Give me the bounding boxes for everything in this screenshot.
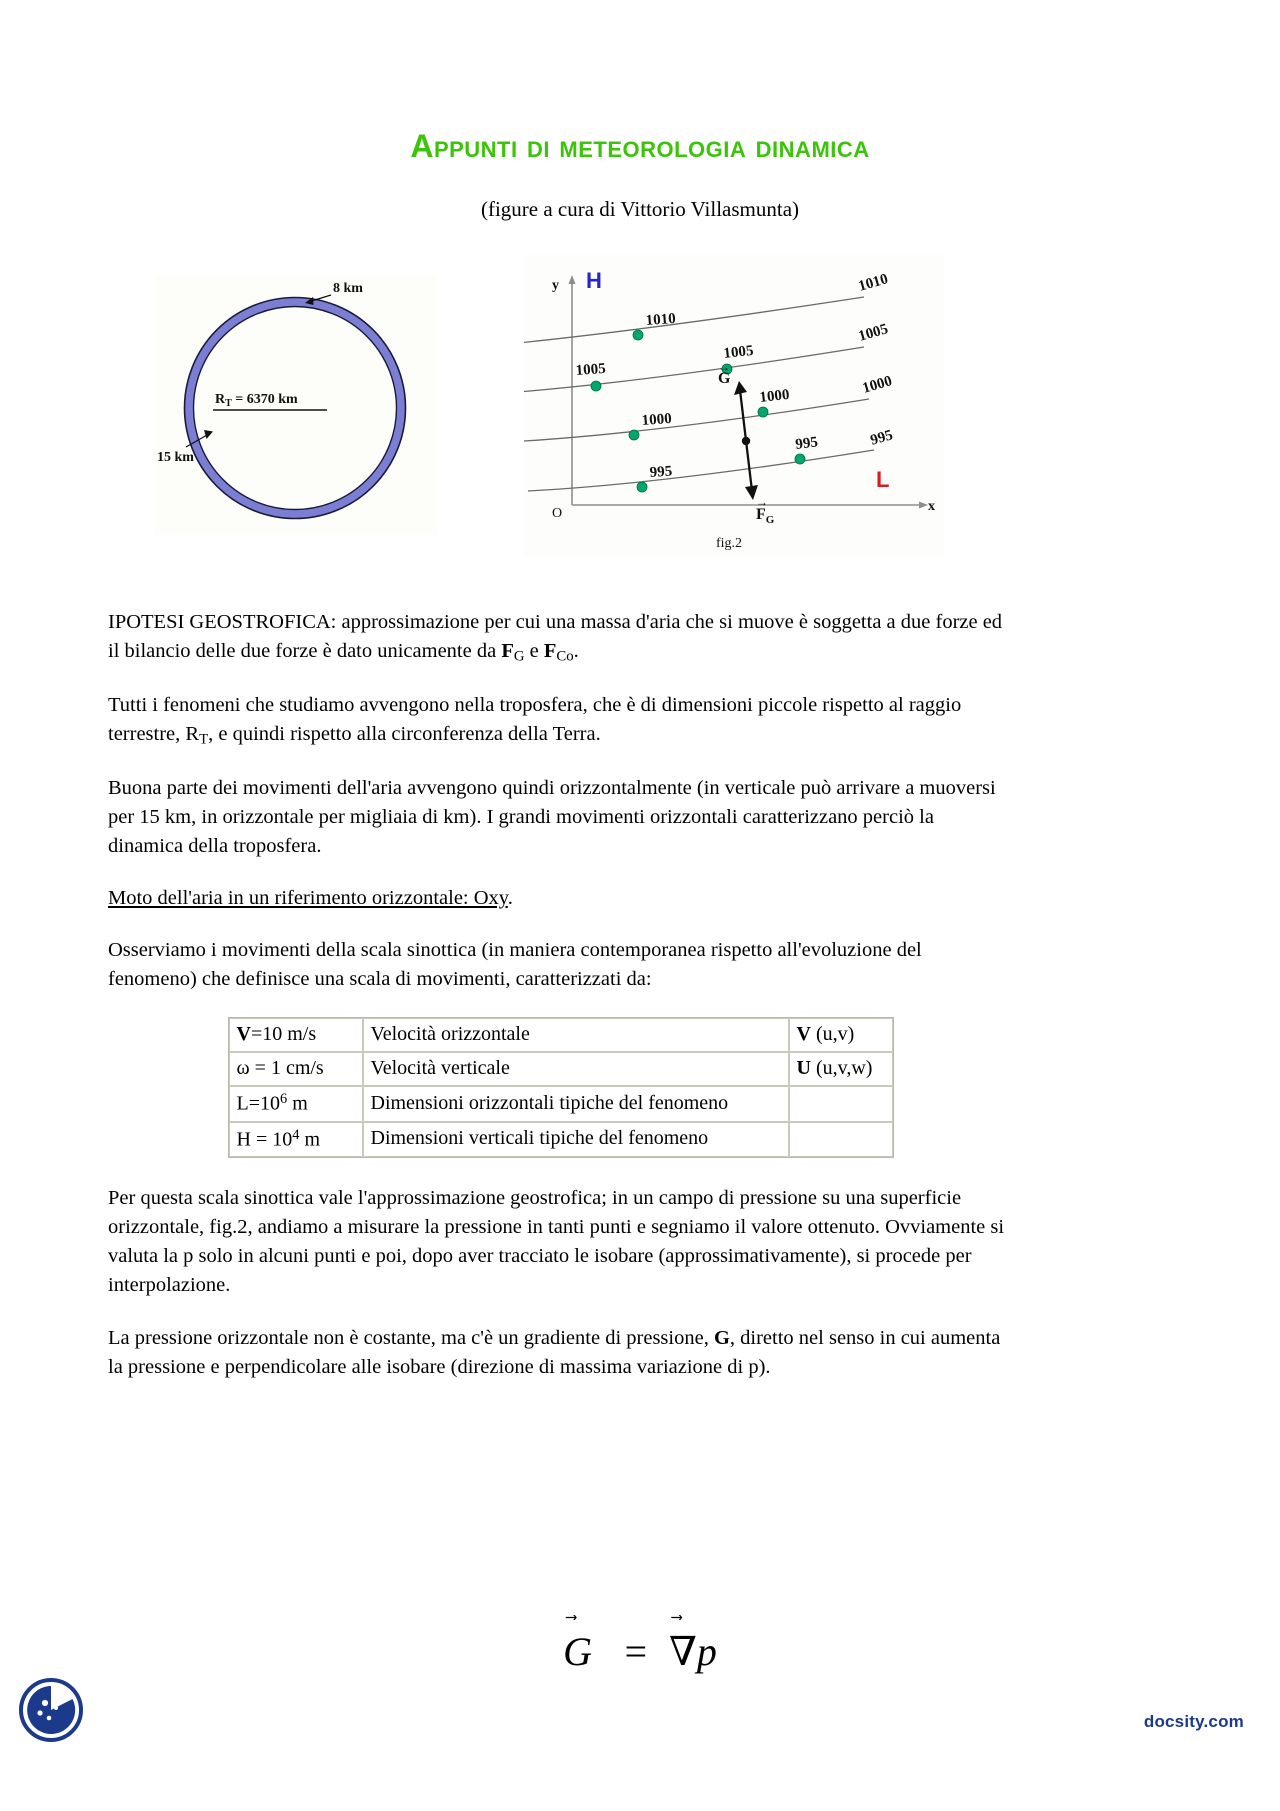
svg-text:995: 995 <box>794 434 819 453</box>
table-cell-description: Dimensioni orizzontali tipiche del fenomeno <box>363 1086 789 1121</box>
p2-rt-sub: T <box>199 731 209 748</box>
paragraph-troposfera <box>108 691 1013 751</box>
table-row <box>229 1018 893 1052</box>
svg-text:995: 995 <box>649 463 673 481</box>
page-title: Appunti di meteorologia dinamica <box>410 128 870 164</box>
svg-text:RT = 6370 km: $R_T = 6370$ km <box>215 392 298 409</box>
paragraph-moto-aria-heading <box>108 884 1013 913</box>
p7-text-a: La pressione orizzontale non è costante, ma c'è un gradiente di pressione, <box>108 1326 714 1349</box>
formula-g-symbol: G <box>563 1629 592 1674</box>
paragraph-gradiente-pressione <box>108 1324 1013 1382</box>
p4-period: . <box>507 886 513 909</box>
table-cell-vector <box>789 1018 893 1052</box>
p7-gradient-symbol: G <box>713 1326 730 1349</box>
table-cell-vector <box>789 1122 893 1157</box>
document-body <box>108 608 1013 1405</box>
table-row <box>229 1122 893 1157</box>
formula-p-symbol: p <box>696 1629 717 1674</box>
svg-text:FG: $F_G$ <box>756 506 775 526</box>
scale-table-container <box>108 1017 1013 1158</box>
row0-symbol-rest: =10 m/s <box>250 1023 317 1046</box>
svg-text:1005: 1005 <box>575 360 607 379</box>
docsity-brand-label: docsity.com <box>1143 1712 1244 1731</box>
p1-text-end: . <box>573 640 579 663</box>
p1-force-co-sub: Co <box>556 648 574 665</box>
paragraph-movimenti-aria: Buona parte dei movimenti dell'aria avvengono quindi orizzontalmente (in verticale può arrivare a muoversi per 15 km, in orizzontale per migliaia di km). I grandi movimenti orizzontali caratterizzano perciò la dinamica della troposfera. <box>108 776 996 857</box>
table-cell-symbol <box>229 1052 363 1086</box>
svg-text:15 km: 15 km <box>157 450 194 465</box>
row1-vector-bold: U <box>796 1057 811 1080</box>
row0-symbol-bold: V <box>236 1023 251 1046</box>
svg-text:fig.2: fig.2 <box>716 536 743 551</box>
formula-nabla-symbol: ∇ <box>668 1629 697 1674</box>
p1-text-a: IPOTESI GEOSTROFICA: approssimazione per cui una massa d'aria che si muove è soggetta a due forze ed il bilancio delle due forze è dato unicamente da <box>108 611 1003 663</box>
formula-nabla-vector <box>669 1628 697 1675</box>
row0-vector-bold: V <box>796 1023 811 1046</box>
formula-gradient-equation <box>0 1628 1280 1675</box>
table-cell-symbol <box>229 1122 363 1157</box>
p7-text-b: , diretto nel senso in cui aumenta la pressione e perpendicolare alle isobare (direzione di massima variazione di p). <box>108 1326 1001 1378</box>
svg-text:O: O <box>552 506 563 521</box>
figure-earth-cross-section <box>155 275 437 535</box>
table-cell-symbol <box>229 1018 363 1052</box>
row1-vector-rest: (u,v,w) <box>810 1057 873 1080</box>
paragraph-scala-sinottica: Osserviamo i movimenti della scala sinottica (in maniera contemporanea rispetto all'evoluzione del fenomeno) che definisce una scala di movimenti, caratterizzati da: <box>108 938 922 991</box>
p1-force-co: F <box>543 640 557 663</box>
table-cell-description: Dimensioni verticali tipiche del fenomeno <box>363 1122 789 1157</box>
table-cell-vector <box>789 1052 893 1086</box>
scale-table <box>228 1017 894 1158</box>
formula-equals: = <box>621 1629 649 1674</box>
svg-text:1000: 1000 <box>860 373 894 397</box>
svg-text:L: L <box>876 467 890 492</box>
svg-text:G: G <box>718 370 731 387</box>
p2-text-a: Tutti i fenomeni che studiamo avvengono nella troposfera, che è di dimensioni piccole rispetto al raggio terrestre, R <box>108 693 962 745</box>
figures-row <box>0 255 1280 555</box>
formula-g-vector <box>563 1628 592 1675</box>
svg-text:→: → <box>756 495 768 509</box>
table-cell-symbol <box>229 1086 363 1121</box>
svg-text:8 km: 8 km <box>333 281 363 296</box>
row2-symbol-rest: L=10 <box>236 1092 280 1115</box>
svg-text:1000: 1000 <box>641 410 673 429</box>
docsity-logo-icon <box>18 1677 84 1743</box>
scale-table-body <box>229 1018 893 1157</box>
p1-force-g-sub: G <box>513 648 525 665</box>
paragraph-ipotesi-geostrofica <box>108 608 1013 668</box>
page-subtitle: (figure a cura di Vittorio Villasmunta) <box>480 197 800 221</box>
svg-text:y: y <box>552 278 559 293</box>
row3-symbol-rest: H = 10 <box>236 1128 293 1151</box>
svg-text:1005: 1005 <box>722 342 755 362</box>
p4-underlined-text: Moto dell'aria in un riferimento orizzontale: Oxy <box>108 886 508 909</box>
row3-symbol-sup: 4 <box>292 1126 300 1143</box>
row2-symbol-tail: m <box>287 1092 308 1115</box>
figure-isobars <box>524 255 944 555</box>
svg-text:H: H <box>586 268 602 293</box>
svg-text:995: 995 <box>868 427 895 449</box>
table-cell-description: Velocità verticale <box>363 1052 789 1086</box>
row0-vector-rest: (u,v) <box>810 1023 855 1046</box>
row1-symbol-rest: ω = 1 cm/s <box>236 1057 324 1080</box>
svg-text:1010: 1010 <box>856 271 890 295</box>
p2-text-b: , e quindi rispetto alla circonferenza della Terra. <box>208 722 601 745</box>
svg-text:1000: 1000 <box>758 386 791 406</box>
paragraph-approssimazione-geostrofica: Per questa scala sinottica vale l'approssimazione geostrofica; in un campo di pressione su una superficie orizzontale, fig.2, andiamo a misurare la pressione in tanti punti e segniamo il valore ottenuto. Ovviamente si valuta la p solo in alcuni punti e poi, dopo aver tracciato le isobare (approssimativamente), si procede per interpolazione. <box>108 1187 1005 1297</box>
svg-text:→: → <box>718 360 730 374</box>
table-cell-description: Velocità orizzontale <box>363 1018 789 1052</box>
row2-symbol-sup: 6 <box>280 1091 288 1108</box>
table-cell-vector <box>789 1086 893 1121</box>
svg-text:1010: 1010 <box>645 310 677 329</box>
svg-text:x: x <box>928 499 935 514</box>
row3-symbol-tail: m <box>299 1128 320 1151</box>
svg-text:1005: 1005 <box>856 321 890 345</box>
p1-force-g: F <box>501 640 514 663</box>
table-row <box>229 1052 893 1086</box>
table-row <box>229 1086 893 1121</box>
p1-text-mid: e <box>524 640 544 663</box>
